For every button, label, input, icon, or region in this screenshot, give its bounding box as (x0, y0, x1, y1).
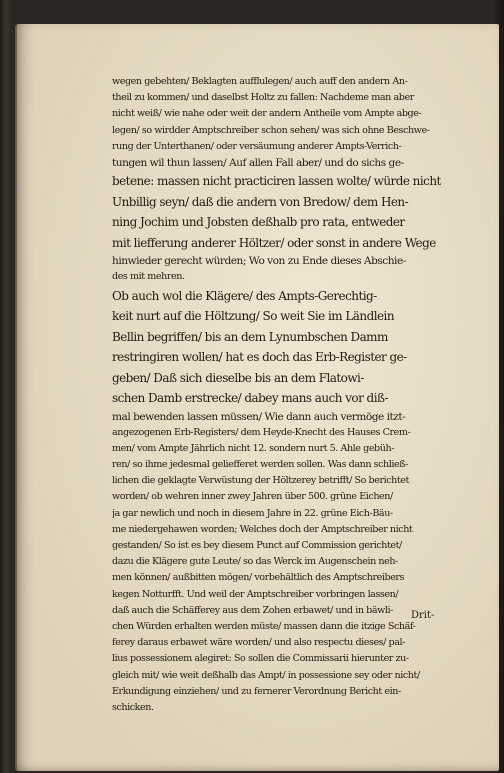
text-line: betene: massen nicht practiciren lassen wolte/ würde nicht (112, 174, 441, 189)
text-line: wegen gebehten/ Beklagten aufflulegen/ auch auff den andern An- (112, 76, 408, 87)
text-line: schicken. (112, 701, 154, 713)
text-line: mal bewenden lassen müssen/ Wie dann auch vermöge itzt- (112, 410, 406, 423)
text-line: ferey daraus erbawet wäre worden/ und also respectu dieses/ pal- (112, 637, 405, 649)
text-line: nicht weiß/ wie nahe oder weit der andern Antheile vom Ampte abge- (112, 108, 422, 120)
text-line: gestanden/ So ist es bey diesem Punct auf Commission gerichtet/ (112, 540, 402, 551)
text-line: lichen die geklagte Verwüstung der Höltzerey betrifft/ So berichtet (112, 475, 409, 487)
text-line: mit liefferung anderer Höltzer/ oder sonst in andere Wege (112, 235, 436, 250)
text-line: Unbillig seyn/ daß die andern von Bredow/ dem Hen- (112, 194, 409, 209)
text-line: legen/ so wirdder Amptschreiber schon sehen/ was sich ohne Beschwe- (112, 124, 430, 136)
catchword: Drit- (411, 610, 435, 621)
text-line: Ob auch wol die Klägere/ des Ampts-Gerechtig- (112, 288, 377, 303)
text-line: angezogenen Erb-Registers/ dem Heyde-Knecht des Hauses Crem- (112, 426, 411, 438)
text-line: hinwieder gerecht würden; Wo von zu Ende dieses Abschie- (112, 255, 406, 268)
text-line: des mit mehren. (112, 271, 185, 283)
text-line: Erkundigung einziehen/ und zu fernerer Verordnung Bericht ein- (112, 685, 401, 697)
text-line: men/ vom Ampte Jährlich nicht 12. sondern nurt 5. Ahle gebüh- (112, 442, 394, 454)
text-line: tungen wil thun lassen/ Auf allen Fall aber/ und do sichs ge- (112, 156, 404, 169)
text-line: theil zu kommen/ und daselbst Holtz zu fallen: Nachdeme man aber (112, 92, 414, 104)
text-line: men können/ außbitten mögen/ vorbehältlich des Amptschreibers (112, 572, 405, 584)
text-line: ja gar newlich und noch in diesem Jahre in 22. grüne Eich-Bäu- (112, 507, 393, 519)
text-line: ning Jochim und Jobsten deßhalb pro rata, entweder (112, 215, 405, 230)
text-line: lius possessionem alegiret: So sollen die Commissarii hierunter zu- (112, 653, 409, 665)
text-line: daß auch die Schäfferey aus dem Zohen erbawet/ und in bäwli- (112, 604, 393, 616)
text-line: dazu die Klägere gute Leute/ so das Werck im Augenschein neh- (112, 556, 398, 568)
text-line: worden/ ob wehren inner zwey Jahren über 500. grüne Eichen/ (112, 491, 393, 503)
text-line: kegen Notturfft. Und weil der Amptschreiber vorbringen lassen/ (112, 588, 399, 600)
text-line: gleich mit/ wie weit deßhalb das Ampt/ in possessione sey oder nicht/ (112, 669, 420, 681)
text-line: Bellin begriffen/ bis an dem Lynumbschen Damm (112, 329, 388, 344)
text-line: rung der Unterthanen/ oder versäumung anderer Ampts-Verrich- (112, 140, 402, 152)
text-line: keit nurt auf die Höltzung/ So weit Sie im Ländlein (112, 309, 395, 323)
text-line: geben/ Daß sich dieselbe bis an dem Flatowi- (112, 370, 364, 385)
text-line: chen Würden erhalten werden müste/ massen dann die itzige Schäf- (112, 620, 416, 632)
text-line: restringiren wollen/ hat es doch das Erb-Register ge- (112, 350, 407, 364)
text-line: schen Damb erstrecke/ dabey mans auch vor diß- (112, 391, 388, 405)
text-line: me niedergehawen worden; Welches doch der Amptschreiber nicht (112, 523, 413, 535)
text-line: ren/ so ihme jedesmal geliefferet werden sollen. Was dann schließ- (112, 459, 408, 471)
